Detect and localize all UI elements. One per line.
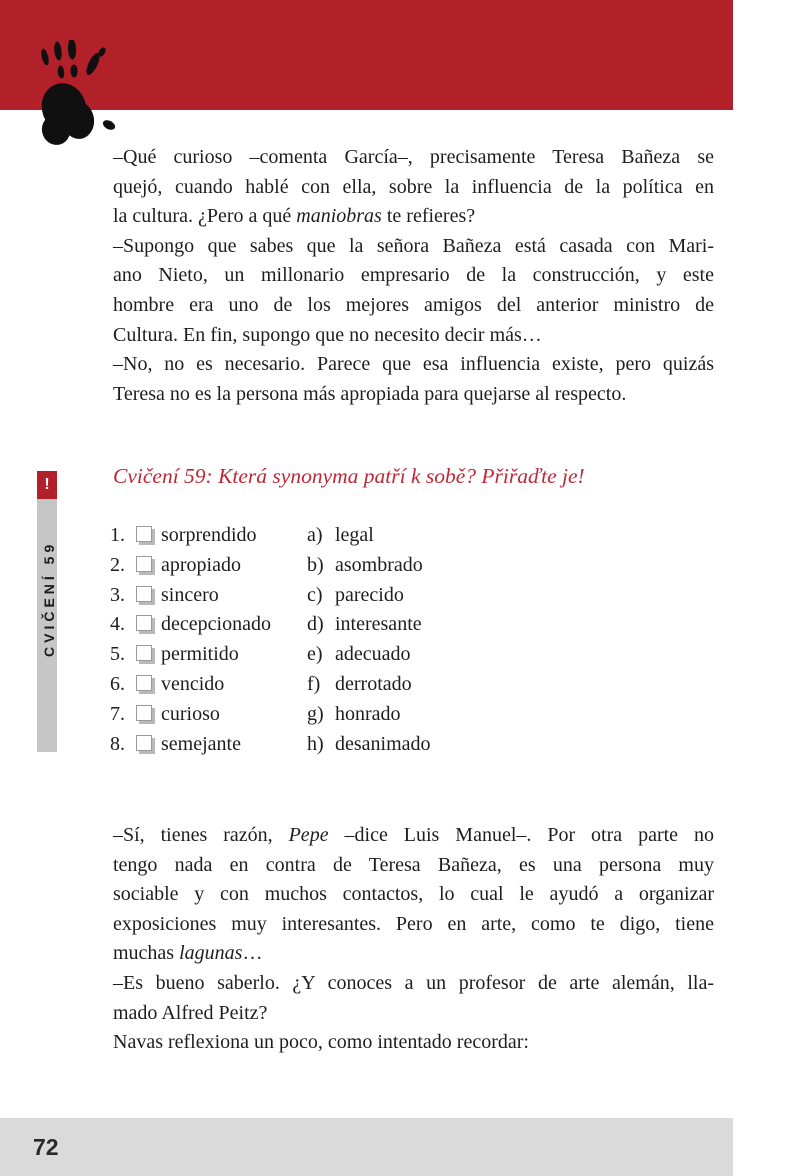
answer-checkbox[interactable] (136, 526, 152, 542)
text-line (113, 821, 714, 851)
page-number: 72 (33, 1133, 59, 1160)
option-letter: e) (307, 643, 323, 666)
exercise-item-row (110, 640, 271, 670)
sidebar-exercise-label: CVIČENÍ 59 (41, 540, 57, 657)
text-run: –Sí, tienes razón, (113, 824, 289, 846)
exercise-option-row (307, 700, 431, 730)
text-line (113, 350, 714, 380)
option-word: desanimado (335, 732, 431, 755)
answer-checkbox[interactable] (136, 735, 152, 751)
text-run: Cultura. En fin, supongo que no necesito decir más… (113, 323, 542, 346)
dialogue-block-2 (113, 821, 714, 1058)
option-word: derrotado (335, 672, 412, 695)
item-word: sincero (161, 583, 219, 606)
text-line (113, 851, 714, 881)
option-letter: g) (307, 702, 324, 725)
item-number: 7. (110, 702, 125, 725)
text-run: Teresa no es la persona más apropiada para quejarse al respecto. (113, 382, 627, 405)
option-word: legal (335, 524, 374, 546)
text-run: Navas reflexiona un poco, como intentado recordar: (113, 1031, 529, 1054)
answer-checkbox[interactable] (136, 586, 152, 602)
item-word: vencido (161, 672, 225, 695)
text-run: mado Alfred Peitz? (113, 1001, 268, 1024)
option-word: interesante (335, 613, 422, 636)
item-word: curioso (161, 702, 220, 725)
option-letter: d) (307, 613, 324, 636)
answer-checkbox[interactable] (136, 705, 152, 721)
answer-checkbox[interactable] (136, 556, 152, 572)
exercise-items (110, 521, 271, 759)
exercise-item-row (110, 700, 271, 730)
italic-word: Pepe (288, 824, 329, 846)
item-number: 1. (110, 524, 125, 546)
text-line (113, 261, 714, 291)
text-line (113, 1028, 714, 1058)
option-word: adecuado (335, 643, 411, 666)
exercise-option-row (307, 581, 431, 611)
answer-checkbox[interactable] (136, 615, 152, 631)
exclamation-icon: ! (44, 476, 50, 493)
page-footer (0, 1118, 733, 1176)
exercise-item-row (110, 581, 271, 611)
text-line (113, 910, 714, 940)
answer-checkbox[interactable] (136, 645, 152, 661)
text-run: hombre era uno de los mejores amigos del anterior ministro de (113, 293, 714, 316)
item-number: 5. (110, 643, 125, 666)
text-run: –Es bueno saberlo. ¿Y conoces a un profesor de arte alemán, lla- (113, 971, 714, 994)
text-line (113, 969, 714, 999)
exercise-item-row (110, 610, 271, 640)
item-number: 6. (110, 672, 125, 695)
exercise-item-row (110, 730, 271, 760)
exercise-option-row (307, 670, 431, 700)
text-line (113, 202, 714, 232)
italic-word: lagunas (179, 942, 243, 965)
option-letter: c) (307, 583, 323, 606)
text-line (113, 999, 714, 1029)
option-letter: b) (307, 553, 324, 576)
exercise-options (307, 521, 431, 759)
exercise-option-row (307, 521, 431, 551)
option-letter: h) (307, 732, 324, 755)
exercise-option-row (307, 551, 431, 581)
option-letter: a) (307, 524, 323, 546)
answer-checkbox[interactable] (136, 675, 152, 691)
text-run: sociable y con muchos contactos, lo cual le ayudó a organizar (113, 883, 714, 906)
item-word: decepcionado (161, 613, 271, 636)
item-number: 2. (110, 553, 125, 576)
option-letter: f) (307, 672, 321, 695)
text-run: muchas (113, 942, 180, 965)
option-word: honrado (335, 702, 401, 725)
exercise-option-row (307, 610, 431, 640)
exercise-item-row (110, 670, 271, 700)
text-line (113, 143, 714, 173)
option-word: asombrado (335, 553, 423, 576)
text-run: ano Nieto, un millonario empresario de la construcción, y este (113, 264, 714, 287)
text-line (113, 321, 714, 351)
text-run: –No, no es necesario. Parece que esa influencia existe, pero quizás (113, 353, 714, 376)
item-number: 3. (110, 583, 125, 606)
text-run: tengo nada en contra de Teresa Bañeza, es una persona muy (113, 853, 714, 876)
italic-word: maniobras (296, 205, 382, 228)
item-word: apropiado (161, 553, 241, 576)
item-word: permitido (161, 643, 239, 666)
handprint-icon (30, 40, 122, 148)
text-run: … (242, 942, 263, 965)
item-number: 8. (110, 732, 125, 755)
text-run: te refieres? (381, 205, 476, 228)
option-word: parecido (335, 583, 404, 606)
text-run: la cultura. ¿Pero a qué (113, 205, 297, 228)
text-line (113, 939, 714, 969)
exercise-option-row (307, 640, 431, 670)
text-line (113, 380, 714, 410)
exercise-heading: Cvičení 59: Která synonyma patří k sobě? Přiřaďte je! (113, 464, 585, 488)
text-line (113, 291, 714, 321)
item-word: sorprendido (161, 524, 257, 546)
exercise-item-row (110, 551, 271, 581)
alert-badge (37, 471, 57, 499)
text-line (113, 232, 714, 262)
dialogue-block-1 (113, 143, 714, 409)
text-run: quejó, cuando hablé con ella, sobre la influencia de la política en (113, 175, 714, 198)
text-line (113, 880, 714, 910)
exercise-item-row (110, 521, 271, 551)
text-line (113, 173, 714, 203)
text-run: –dice Luis Manuel–. Por otra parte no (328, 824, 715, 846)
text-run: –Qué curioso –comenta García–, precisamente Teresa Bañeza se (113, 146, 714, 168)
exercise-option-row (307, 730, 431, 760)
item-number: 4. (110, 613, 125, 636)
item-word: semejante (161, 732, 241, 755)
text-run: –Supongo que sabes que la señora Bañeza está casada con Mari- (113, 234, 714, 257)
text-run: exposiciones muy interesantes. Pero en arte, como te digo, tiene (113, 912, 714, 935)
